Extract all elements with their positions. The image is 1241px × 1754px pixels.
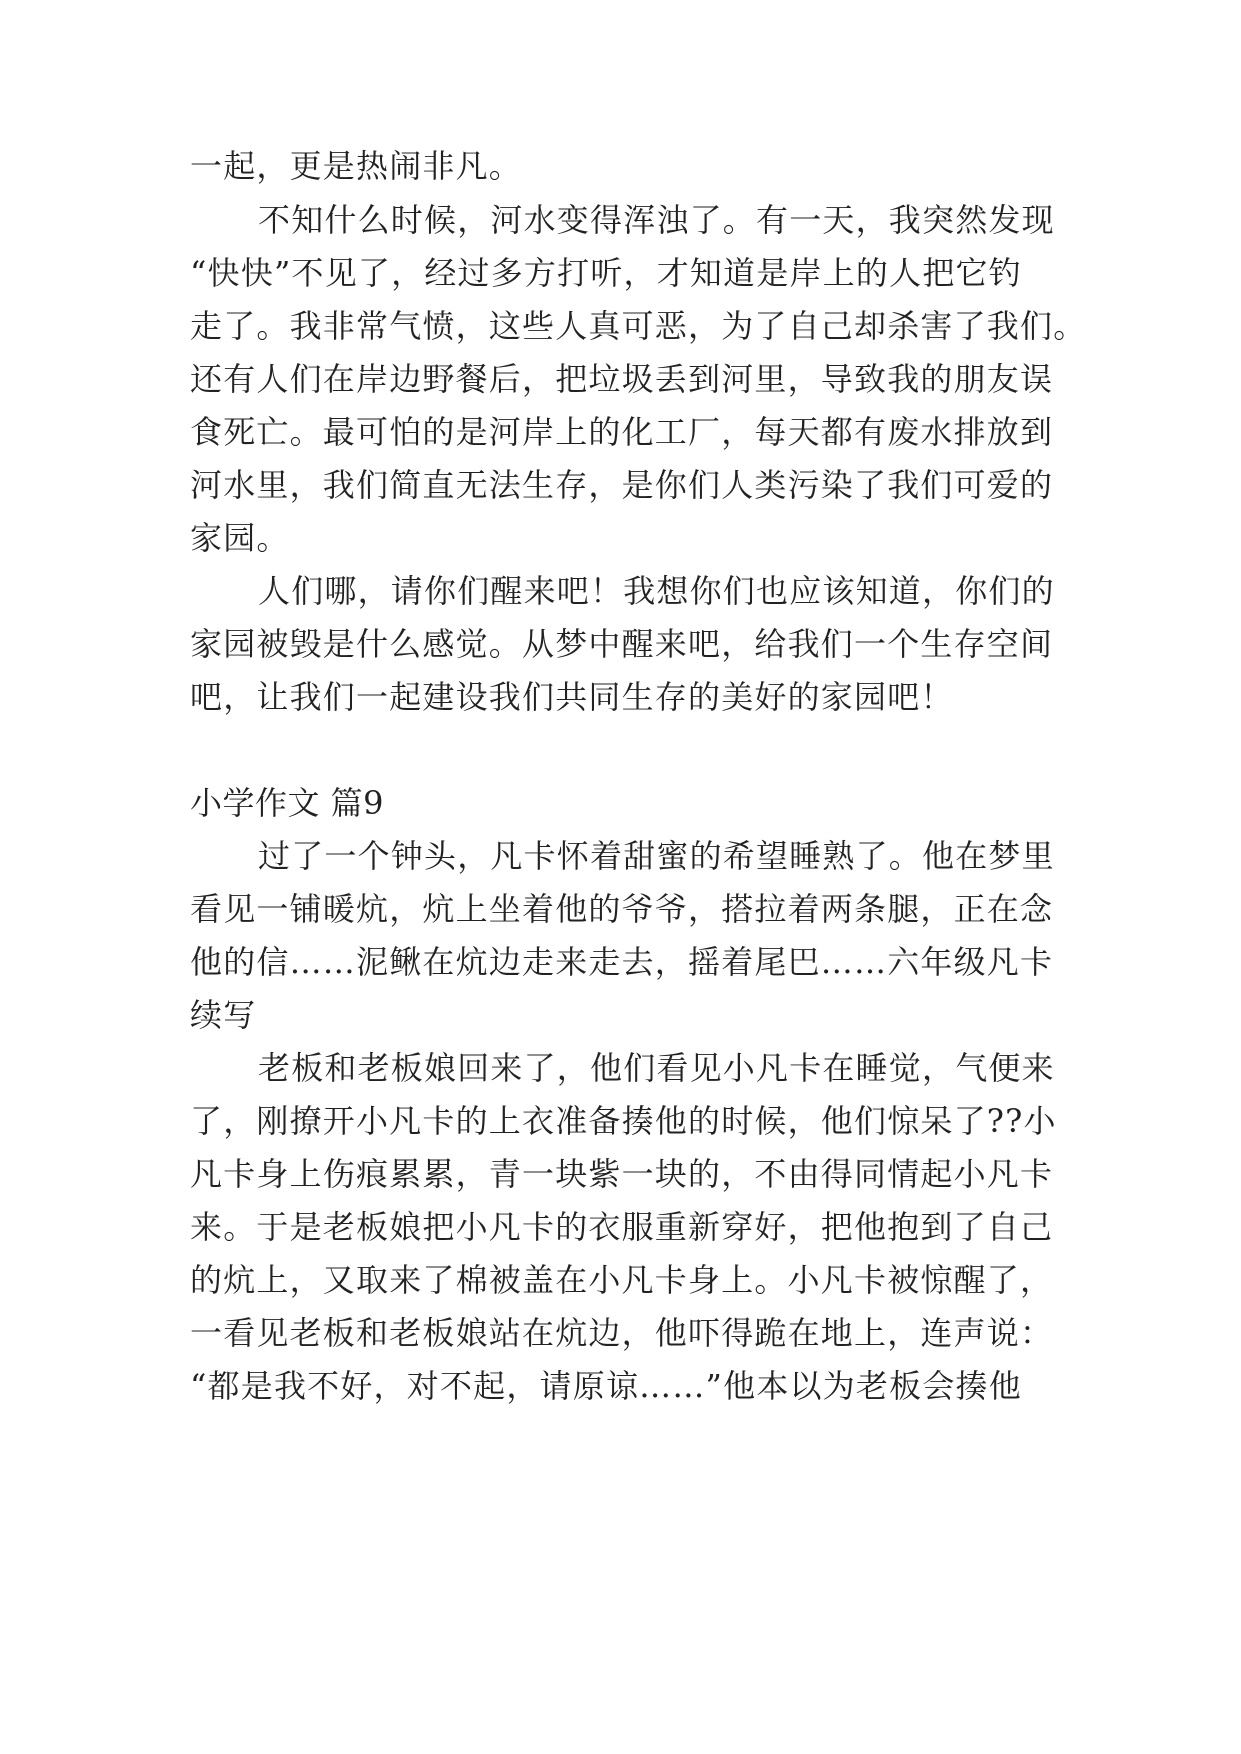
paragraph-first-line: 人们哪，请你们醒来吧！我想你们也应该知道，你们的 bbox=[258, 572, 1055, 610]
paragraph-first-line: 过了一个钟头，凡卡怀着甜蜜的希望睡熟了。他在梦里 bbox=[258, 837, 1055, 875]
text-line: “都是我不好，对不起，请原谅……”他本以为老板会揍他 bbox=[190, 1367, 1022, 1405]
text-line: 一起，更是热闹非凡。 bbox=[190, 147, 523, 185]
text-line: 续写 bbox=[190, 996, 257, 1034]
text-line: 来。于是老板娘把小凡卡的衣服重新穿好，把他抱到了自己 bbox=[190, 1208, 1054, 1246]
text-line: 食死亡。最可怕的是河岸上的化工厂，每天都有废水排放到 bbox=[190, 413, 1054, 451]
section-heading: 小学作文 篇9 bbox=[190, 784, 385, 822]
text-line: 走了。我非常气愤，这些人真可恶，为了自己却杀害了我们。 bbox=[190, 307, 1087, 345]
text-line: 他的信……泥鳅在炕边走来走去，摇着尾巴……六年级凡卡 bbox=[190, 943, 1054, 981]
paragraph-first-line: 不知什么时候，河水变得浑浊了。有一天，我突然发现 bbox=[258, 201, 1055, 239]
text-line: 了，刚撩开小凡卡的上衣准备揍他的时候，他们惊呆了??小 bbox=[190, 1102, 1057, 1140]
text-line: 吧，让我们一起建设我们共同生存的美好的家园吧！ bbox=[190, 678, 954, 716]
paragraph-first-line: 老板和老板娘回来了，他们看见小凡卡在睡觉，气便来 bbox=[258, 1049, 1055, 1087]
text-line: “快快”不见了，经过多方打听，才知道是岸上的人把它钓 bbox=[190, 254, 1022, 292]
text-line: 还有人们在岸边野餐后，把垃圾丢到河里，导致我的朋友误 bbox=[190, 360, 1054, 398]
text-line: 凡卡身上伤痕累累，青一块紫一块的，不由得同情起小凡卡 bbox=[190, 1155, 1054, 1193]
text-line: 看见一铺暖炕，炕上坐着他的爷爷，搭拉着两条腿，正在念 bbox=[190, 890, 1054, 928]
text-line: 家园。 bbox=[190, 519, 290, 557]
text-line: 的炕上，又取来了棉被盖在小凡卡身上。小凡卡被惊醒了， bbox=[190, 1261, 1054, 1299]
text-line: 一看见老板和老板娘站在炕边，他吓得跪在地上，连声说： bbox=[190, 1314, 1054, 1352]
text-line: 河水里，我们简直无法生存，是你们人类污染了我们可爱的 bbox=[190, 466, 1054, 504]
text-line: 家园被毁是什么感觉。从梦中醒来吧，给我们一个生存空间 bbox=[190, 625, 1054, 663]
